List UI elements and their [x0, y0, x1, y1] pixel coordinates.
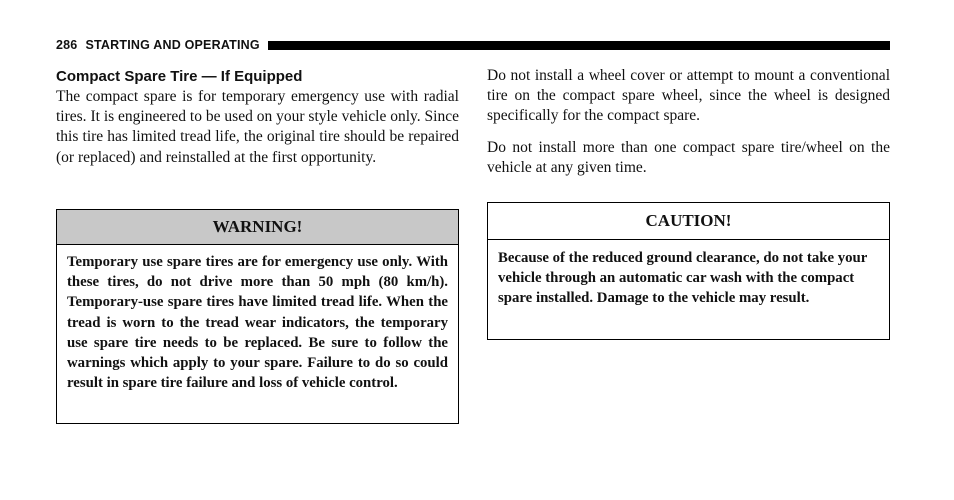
caution-box	[487, 202, 890, 340]
right-column	[487, 66, 890, 189]
wheel-cover-paragraph: Do not install a wheel cover or attempt to mount a conventional tire on the compact spare wheel, since the wheel is designed specifically for the compact spare.	[487, 67, 890, 125]
single-spare-paragraph: Do not install more than one compact spare tire/wheel on the vehicle at any given time.	[487, 138, 890, 176]
section-heading: Compact Spare Tire — If Equipped	[56, 68, 303, 85]
page-header	[56, 36, 890, 54]
warning-text: Temporary use spare tires are for emergency use only. With these tires, do not drive more than 50 mph (80 km/h). Temporary-use spare tires have limited tread life. When the tread is worn to the tread wear indicators, the temporary use spare tire needs to be replaced. Be sure to follow the warnings which apply to your spare. Failure to do so could result in spare tire failure and loss of vehicle control.	[67, 254, 448, 392]
intro-paragraph: The compact spare is for temporary emergency use with radial tires. It is engineered to be used on your style vehicle only. Since this tire has limited tread life, the original tire should be repaired (or replaced) and reinstalled at the first opportunity.	[56, 88, 459, 166]
left-column	[56, 66, 459, 168]
warning-box	[56, 209, 459, 424]
caution-title: CAUTION!	[488, 203, 889, 240]
caution-text: Because of the reduced ground clearance, do not take your vehicle through an automatic car wash with the compact spare installed. Damage to the vehicle may result.	[498, 250, 868, 307]
page-number: 286	[56, 38, 78, 52]
section-title: STARTING AND OPERATING	[85, 38, 260, 52]
header-rule	[268, 41, 890, 50]
warning-title: WARNING!	[57, 210, 458, 245]
